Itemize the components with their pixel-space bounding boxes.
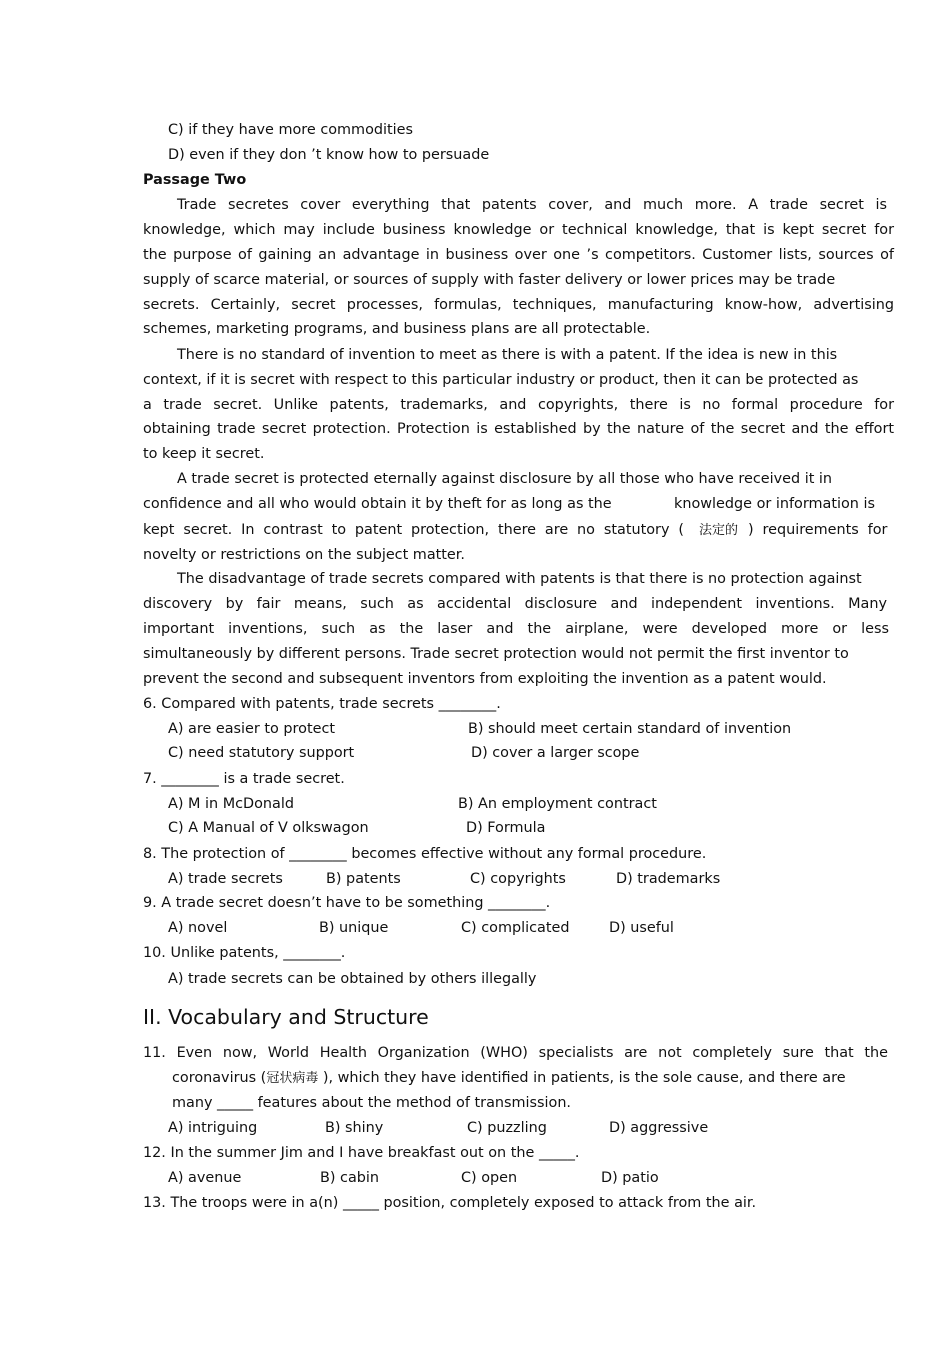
passage-line: discovery by fair means, such as accidental disclosure and independent inventions. Many [143, 596, 887, 612]
question-stem: 12. In the summer Jim and I have breakfast out on the _____. [143, 1145, 580, 1161]
passage-line: prevent the second and subsequent inventors from exploiting the invention as a patent would. [143, 671, 827, 687]
option-a: A) trade secrets [168, 871, 283, 887]
question-stem-part [172, 1066, 846, 1091]
question-stem-text: ), which they have identified in patients, is the sole cause, and there are [318, 1070, 846, 1086]
option-b: B) patents [326, 871, 401, 887]
passage-title: Passage Two [143, 172, 247, 188]
passage-line: simultaneously by different persons. Trade secret protection would not permit the first inventor to [143, 646, 849, 662]
option-c: C) need statutory support [168, 745, 355, 761]
option-d: D) cover a larger scope [471, 745, 640, 761]
option-b: B) unique [319, 920, 389, 936]
option-a: A) novel [168, 920, 228, 936]
passage-line: context, if it is secret with respect to this particular industry or product, then it can be protected as [143, 372, 859, 388]
option-b: B) cabin [320, 1170, 380, 1186]
option-d: D) patio [601, 1170, 659, 1186]
passage-line: important inventions, such as the laser and the airplane, were developed more or less [143, 621, 889, 637]
question-stem: 10. Unlike patents, ________. [143, 945, 346, 961]
question-stem: 8. The protection of ________ becomes effective without any formal procedure. [143, 846, 707, 862]
question-stem: 6. Compared with patents, trade secrets ________. [143, 696, 501, 712]
option-b: B) shiny [325, 1120, 384, 1136]
option-a: A) intriguing [168, 1120, 258, 1136]
option-d: D) aggressive [609, 1120, 709, 1136]
option-c: C) open [461, 1170, 518, 1186]
option-c: C) complicated [461, 920, 570, 936]
question-stem: 9. A trade secret doesn’t have to be something ________. [143, 895, 551, 911]
option-c: C) A Manual of V olkswagon [168, 820, 369, 836]
question-stem: 13. The troops were in a(n) _____ position, completely exposed to attack from the air. [143, 1195, 757, 1211]
passage-line: obtaining trade secret protection. Protection is established by the nature of the secret and the effort [143, 421, 894, 437]
option-c: C) copyrights [470, 871, 566, 887]
passage-line: The disadvantage of trade secrets compared with patents is that there is no protection against [177, 571, 862, 587]
option-d: D) useful [609, 920, 674, 936]
passage-line: the purpose of gaining an advantage in business over one ’s competitors. Customer lists, sources of [143, 247, 894, 263]
passage-line: There is no standard of invention to meet as there is with a patent. If the idea is new in this [177, 347, 838, 363]
prev-option-c: C) if they have more commodities [168, 122, 413, 138]
passage-line: kept secret. In contrast to patent protection, there are no statutory ( [143, 522, 684, 538]
option-b: B) should meet certain standard of invention [468, 721, 792, 737]
question-stem: 7. ________ is a trade secret. [143, 771, 345, 787]
option-a: A) avenue [168, 1170, 242, 1186]
passage-line: novelty or restrictions on the subject matter. [143, 547, 465, 563]
passage-line: knowledge, which may include business knowledge or technical knowledge, that is kept secret for [143, 222, 894, 238]
chinese-gloss: 法定的 [699, 523, 739, 538]
passage-line: a trade secret. Unlike patents, trademarks, and copyrights, there is no formal procedure for [143, 397, 894, 413]
option-d: D) trademarks [616, 871, 721, 887]
chinese-gloss: 冠状病毒 [266, 1071, 319, 1086]
option-a: A) are easier to protect [168, 721, 336, 737]
passage-line: schemes, marketing programs, and business plans are all protectable. [143, 321, 651, 337]
question-stem: many _____ features about the method of transmission. [172, 1095, 572, 1111]
prev-option-d: D) even if they don ’t know how to persuade [168, 147, 490, 163]
question-stem-text: coronavirus ( [172, 1070, 267, 1086]
option-a: A) trade secrets can be obtained by others illegally [168, 971, 537, 987]
passage-line: Trade secretes cover everything that patents cover, and much more. A trade secret is [177, 197, 887, 213]
passage-line: confidence and all who would obtain it by theft for as long as the [143, 496, 612, 512]
section-heading: II. Vocabulary and Structure [143, 1005, 429, 1029]
option-c: C) puzzling [467, 1120, 547, 1136]
option-d: D) Formula [466, 820, 546, 836]
passage-line: to keep it secret. [143, 446, 265, 462]
passage-line: supply of scarce material, or sources of supply with faster delivery or lower prices may be trade [143, 272, 836, 288]
option-a: A) M in McDonald [168, 796, 295, 812]
passage-line: knowledge or information is [674, 496, 875, 512]
passage-line: A trade secret is protected eternally against disclosure by all those who have received it in [177, 471, 833, 487]
passage-line: secrets. Certainly, secret processes, formulas, techniques, manufacturing know-how, advertising [143, 297, 894, 313]
question-stem: 11. Even now, World Health Organization (WHO) specialists are not completely sure that the [143, 1045, 888, 1061]
passage-line: ) requirements for [748, 522, 888, 538]
option-b: B) An employment contract [458, 796, 657, 812]
